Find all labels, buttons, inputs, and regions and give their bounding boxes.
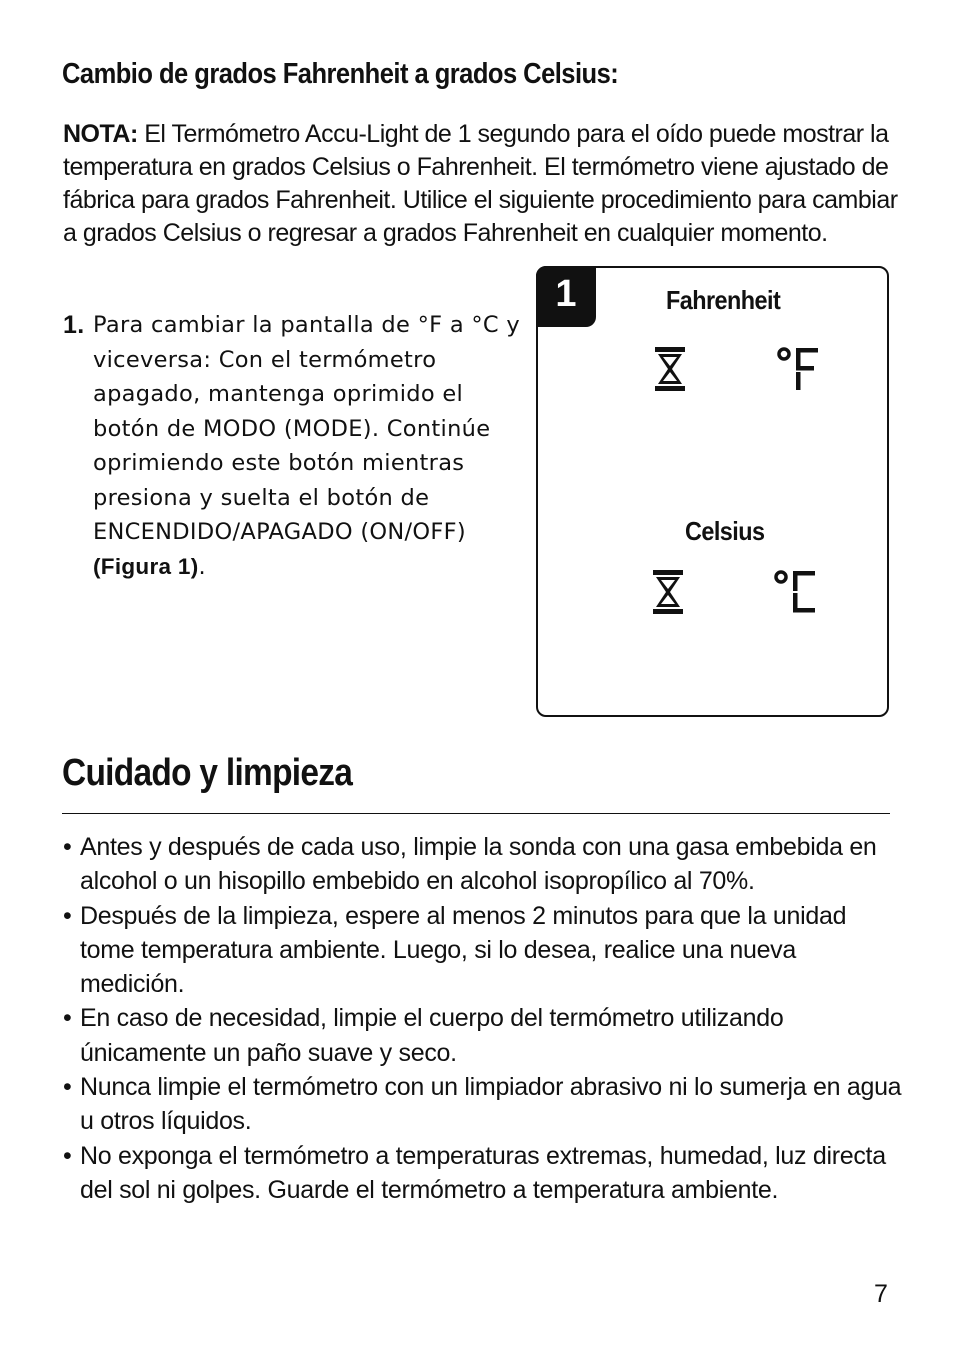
- figure-reference: (Figura 1): [93, 553, 199, 579]
- list-item: [63, 899, 903, 1002]
- degree-c-lcd-icon: [773, 569, 817, 615]
- step-number: 1.: [63, 311, 85, 339]
- degree-f-lcd-icon: [776, 346, 820, 392]
- bullet-mark: •: [63, 833, 72, 861]
- heading-rule: [62, 813, 890, 814]
- step-1: [63, 308, 533, 584]
- list-item: [63, 830, 903, 899]
- section-heading-units: Cambio de grados Fahrenheit a grados Celsius:: [62, 58, 619, 90]
- bullet-mark: •: [63, 1141, 72, 1170]
- note-label: NOTA:: [63, 120, 138, 148]
- bullet-mark: •: [63, 901, 72, 930]
- step-text: Para cambiar la pantalla de °F a °C y viceversa: Con el termómetro apagado, mantenga oprimido el botón de MODO (MODE). Continúe oprimiendo este botón mientras presiona y suelta el botón de ENCENDIDO/APAGADO (ON/OFF): [93, 312, 520, 545]
- list-item-text: Antes y después de cada uso, limpie la sonda con una gasa embebida en alcohol o un hisopillo embebido en alcohol isopropílico al 70%.: [80, 833, 877, 896]
- figure-number-badge: 1: [536, 266, 596, 327]
- page-number: 7: [874, 1280, 888, 1308]
- care-list: [63, 830, 903, 1207]
- hourglass-icon: [651, 569, 685, 615]
- section-heading-care: Cuidado y limpieza: [62, 752, 353, 794]
- list-item: [63, 1139, 903, 1208]
- list-item: [63, 1070, 903, 1139]
- bullet-mark: •: [63, 1073, 72, 1102]
- list-item-text: No exponga el termómetro a temperaturas extremas, humedad, luz directa del sol ni golpes. Guarde el termómetro a temperatura ambiente.: [80, 1141, 886, 1204]
- fahrenheit-label: Fahrenheit: [666, 285, 781, 315]
- list-item-text: Después de la limpieza, espere al menos 2 minutos para que la unidad tome temperatura ambiente. Luego, si lo desea, realice una nueva medición.: [80, 901, 847, 999]
- step-end: .: [198, 553, 206, 580]
- list-item: [63, 1001, 903, 1070]
- hourglass-icon: [653, 346, 687, 392]
- note-paragraph: [63, 118, 903, 250]
- figure-1-frame: [536, 266, 889, 717]
- list-item-text: Nunca limpie el termómetro con un limpiador abrasivo ni lo sumerja en agua u otros líquidos.: [80, 1073, 902, 1136]
- list-item-text: En caso de necesidad, limpie el cuerpo del termómetro utilizando únicamente un paño suave y seco.: [80, 1004, 784, 1067]
- celsius-label: Celsius: [685, 516, 765, 546]
- bullet-mark: •: [63, 1004, 72, 1033]
- note-text: El Termómetro Accu-Light de 1 segundo para el oído puede mostrar la temperatura en grados Celsius o Fahrenheit. El termómetro viene ajustado de fábrica para grados Fahrenheit. Utilice el siguiente procedimiento para cambiar a grados Celsius o regresar a grados Fahrenheit en cualquier momento.: [63, 120, 898, 247]
